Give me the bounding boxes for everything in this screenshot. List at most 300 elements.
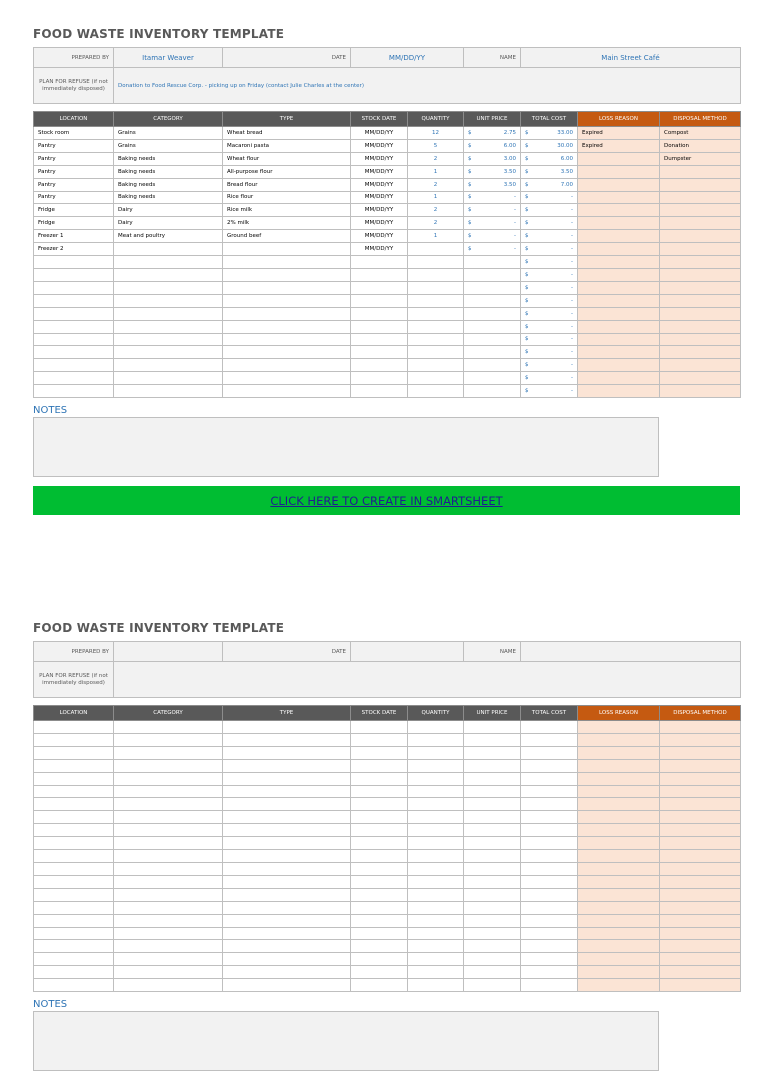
quantity-cell[interactable]: 1: [408, 165, 464, 178]
stock-date-cell[interactable]: [351, 307, 408, 320]
total-cost-cell[interactable]: [521, 294, 578, 307]
loss-reason-cell[interactable]: [578, 385, 660, 398]
stock-date-cell[interactable]: [351, 281, 408, 294]
disposal-method-cell[interactable]: [660, 359, 741, 372]
loss-reason-cell[interactable]: [578, 165, 660, 178]
total-cost-cell[interactable]: [521, 191, 578, 204]
quantity-cell[interactable]: [408, 850, 464, 863]
type-cell[interactable]: Bread flour: [223, 178, 351, 191]
quantity-cell[interactable]: [408, 772, 464, 785]
category-cell[interactable]: [114, 966, 223, 979]
category-cell[interactable]: [114, 888, 223, 901]
stock-date-cell[interactable]: [351, 359, 408, 372]
quantity-cell[interactable]: [408, 785, 464, 798]
category-cell[interactable]: Baking needs: [114, 152, 223, 165]
quantity-cell[interactable]: [408, 346, 464, 359]
loss-reason-cell[interactable]: [578, 901, 660, 914]
loss-reason-cell[interactable]: [578, 837, 660, 850]
quantity-cell[interactable]: [408, 281, 464, 294]
stock-date-cell[interactable]: [351, 268, 408, 281]
create-in-smartsheet-banner[interactable]: [33, 486, 740, 515]
loss-reason-cell[interactable]: [578, 759, 660, 772]
loss-reason-cell[interactable]: [578, 927, 660, 940]
category-cell[interactable]: [114, 927, 223, 940]
location-cell[interactable]: [34, 940, 114, 953]
unit-price-cell[interactable]: [464, 359, 521, 372]
loss-reason-cell[interactable]: [578, 862, 660, 875]
category-cell[interactable]: [114, 721, 223, 734]
total-cost-cell[interactable]: [521, 127, 578, 140]
disposal-method-cell[interactable]: [660, 862, 741, 875]
type-cell[interactable]: Wheat bread: [223, 127, 351, 140]
type-cell[interactable]: [223, 346, 351, 359]
category-cell[interactable]: [114, 862, 223, 875]
unit-price-cell[interactable]: [464, 191, 521, 204]
stock-date-cell[interactable]: MM/DD/YY: [351, 178, 408, 191]
unit-price-cell[interactable]: [464, 320, 521, 333]
quantity-cell[interactable]: [408, 268, 464, 281]
location-cell[interactable]: [34, 772, 114, 785]
disposal-method-cell[interactable]: [660, 953, 741, 966]
quantity-cell[interactable]: [408, 979, 464, 992]
category-cell[interactable]: [114, 837, 223, 850]
category-cell[interactable]: [114, 333, 223, 346]
total-cost-cell[interactable]: [521, 811, 578, 824]
category-cell[interactable]: Meat and poultry: [114, 230, 223, 243]
unit-price-cell[interactable]: [464, 243, 521, 256]
stock-date-cell[interactable]: [351, 785, 408, 798]
stock-date-cell[interactable]: [351, 914, 408, 927]
total-cost-cell[interactable]: [521, 139, 578, 152]
type-cell[interactable]: [223, 966, 351, 979]
loss-reason-cell[interactable]: [578, 268, 660, 281]
location-cell[interactable]: Freezer 2: [34, 243, 114, 256]
location-cell[interactable]: [34, 256, 114, 269]
location-cell[interactable]: Stock room: [34, 127, 114, 140]
stock-date-cell[interactable]: [351, 940, 408, 953]
location-cell[interactable]: Pantry: [34, 139, 114, 152]
type-cell[interactable]: Rice flour: [223, 191, 351, 204]
loss-reason-cell[interactable]: [578, 733, 660, 746]
total-cost-cell[interactable]: [521, 385, 578, 398]
stock-date-cell[interactable]: MM/DD/YY: [351, 127, 408, 140]
stock-date-cell[interactable]: [351, 824, 408, 837]
total-cost-cell[interactable]: [521, 307, 578, 320]
unit-price-cell[interactable]: [464, 875, 521, 888]
quantity-cell[interactable]: [408, 256, 464, 269]
quantity-cell[interactable]: [408, 875, 464, 888]
unit-price-cell[interactable]: [464, 914, 521, 927]
stock-date-cell[interactable]: [351, 953, 408, 966]
type-cell[interactable]: Macaroni pasta: [223, 139, 351, 152]
type-cell[interactable]: [223, 875, 351, 888]
unit-price-cell[interactable]: [464, 372, 521, 385]
total-cost-cell[interactable]: [521, 733, 578, 746]
type-cell[interactable]: Ground beef: [223, 230, 351, 243]
stock-date-cell[interactable]: MM/DD/YY: [351, 204, 408, 217]
type-cell[interactable]: [223, 746, 351, 759]
total-cost-cell[interactable]: [521, 901, 578, 914]
disposal-method-cell[interactable]: [660, 966, 741, 979]
total-cost-cell[interactable]: [521, 927, 578, 940]
location-cell[interactable]: [34, 346, 114, 359]
loss-reason-cell[interactable]: [578, 307, 660, 320]
quantity-cell[interactable]: [408, 901, 464, 914]
location-cell[interactable]: [34, 953, 114, 966]
disposal-method-cell[interactable]: [660, 294, 741, 307]
quantity-cell[interactable]: [408, 307, 464, 320]
unit-price-cell[interactable]: [464, 746, 521, 759]
type-cell[interactable]: [223, 862, 351, 875]
unit-price-cell[interactable]: [464, 294, 521, 307]
disposal-method-cell[interactable]: [660, 850, 741, 863]
location-cell[interactable]: [34, 927, 114, 940]
disposal-method-cell[interactable]: [660, 165, 741, 178]
loss-reason-cell[interactable]: [578, 888, 660, 901]
disposal-method-cell[interactable]: [660, 178, 741, 191]
type-cell[interactable]: 2% milk: [223, 217, 351, 230]
unit-price-cell[interactable]: [464, 256, 521, 269]
disposal-method-cell[interactable]: [660, 320, 741, 333]
stock-date-cell[interactable]: [351, 888, 408, 901]
disposal-method-cell[interactable]: [660, 798, 741, 811]
unit-price-cell[interactable]: [464, 785, 521, 798]
location-cell[interactable]: [34, 875, 114, 888]
category-cell[interactable]: [114, 346, 223, 359]
total-cost-cell[interactable]: [521, 165, 578, 178]
category-cell[interactable]: [114, 785, 223, 798]
type-cell[interactable]: [223, 359, 351, 372]
unit-price-cell[interactable]: [464, 178, 521, 191]
quantity-cell[interactable]: [408, 966, 464, 979]
location-cell[interactable]: Pantry: [34, 165, 114, 178]
plan-for-refuse-field[interactable]: [114, 662, 741, 698]
location-cell[interactable]: [34, 862, 114, 875]
category-cell[interactable]: Baking needs: [114, 165, 223, 178]
quantity-cell[interactable]: [408, 927, 464, 940]
stock-date-cell[interactable]: [351, 966, 408, 979]
total-cost-cell[interactable]: [521, 320, 578, 333]
loss-reason-cell[interactable]: [578, 824, 660, 837]
category-cell[interactable]: [114, 372, 223, 385]
total-cost-cell[interactable]: [521, 217, 578, 230]
location-cell[interactable]: [34, 979, 114, 992]
quantity-cell[interactable]: [408, 333, 464, 346]
unit-price-cell[interactable]: [464, 888, 521, 901]
location-cell[interactable]: Pantry: [34, 178, 114, 191]
location-cell[interactable]: [34, 359, 114, 372]
quantity-cell[interactable]: 2: [408, 152, 464, 165]
unit-price-cell[interactable]: [464, 927, 521, 940]
disposal-method-cell[interactable]: Compost: [660, 127, 741, 140]
category-cell[interactable]: [114, 746, 223, 759]
location-cell[interactable]: Pantry: [34, 191, 114, 204]
category-cell[interactable]: [114, 772, 223, 785]
total-cost-cell[interactable]: [521, 979, 578, 992]
total-cost-cell[interactable]: [521, 759, 578, 772]
name-field[interactable]: [521, 642, 741, 662]
location-cell[interactable]: Pantry: [34, 152, 114, 165]
disposal-method-cell[interactable]: [660, 256, 741, 269]
stock-date-cell[interactable]: [351, 256, 408, 269]
loss-reason-cell[interactable]: [578, 230, 660, 243]
location-cell[interactable]: Fridge: [34, 217, 114, 230]
unit-price-cell[interactable]: [464, 230, 521, 243]
total-cost-cell[interactable]: [521, 966, 578, 979]
disposal-method-cell[interactable]: [660, 785, 741, 798]
location-cell[interactable]: [34, 824, 114, 837]
category-cell[interactable]: [114, 307, 223, 320]
category-cell[interactable]: Baking needs: [114, 191, 223, 204]
location-cell[interactable]: [34, 746, 114, 759]
quantity-cell[interactable]: [408, 320, 464, 333]
type-cell[interactable]: [223, 243, 351, 256]
type-cell[interactable]: [223, 268, 351, 281]
category-cell[interactable]: [114, 733, 223, 746]
unit-price-cell[interactable]: [464, 721, 521, 734]
create-in-smartsheet-link[interactable]: CLICK HERE TO CREATE IN SMARTSHEET: [270, 493, 503, 508]
category-cell[interactable]: [114, 243, 223, 256]
unit-price-cell[interactable]: [464, 850, 521, 863]
type-cell[interactable]: [223, 901, 351, 914]
loss-reason-cell[interactable]: [578, 320, 660, 333]
disposal-method-cell[interactable]: [660, 230, 741, 243]
location-cell[interactable]: [34, 733, 114, 746]
disposal-method-cell[interactable]: [660, 268, 741, 281]
stock-date-cell[interactable]: MM/DD/YY: [351, 165, 408, 178]
type-cell[interactable]: [223, 914, 351, 927]
unit-price-cell[interactable]: [464, 759, 521, 772]
location-cell[interactable]: Freezer 1: [34, 230, 114, 243]
disposal-method-cell[interactable]: [660, 901, 741, 914]
type-cell[interactable]: [223, 772, 351, 785]
stock-date-cell[interactable]: MM/DD/YY: [351, 139, 408, 152]
total-cost-cell[interactable]: [521, 940, 578, 953]
quantity-cell[interactable]: [408, 862, 464, 875]
quantity-cell[interactable]: [408, 798, 464, 811]
type-cell[interactable]: [223, 759, 351, 772]
disposal-method-cell[interactable]: [660, 281, 741, 294]
quantity-cell[interactable]: [408, 824, 464, 837]
disposal-method-cell[interactable]: [660, 204, 741, 217]
category-cell[interactable]: [114, 385, 223, 398]
type-cell[interactable]: [223, 281, 351, 294]
loss-reason-cell[interactable]: [578, 333, 660, 346]
type-cell[interactable]: [223, 307, 351, 320]
category-cell[interactable]: [114, 901, 223, 914]
stock-date-cell[interactable]: [351, 772, 408, 785]
stock-date-cell[interactable]: [351, 746, 408, 759]
total-cost-cell[interactable]: [521, 256, 578, 269]
total-cost-cell[interactable]: [521, 850, 578, 863]
type-cell[interactable]: [223, 888, 351, 901]
total-cost-cell[interactable]: [521, 746, 578, 759]
loss-reason-cell[interactable]: [578, 204, 660, 217]
quantity-cell[interactable]: [408, 294, 464, 307]
stock-date-cell[interactable]: [351, 346, 408, 359]
disposal-method-cell[interactable]: [660, 721, 741, 734]
location-cell[interactable]: [34, 372, 114, 385]
quantity-cell[interactable]: 2: [408, 178, 464, 191]
quantity-cell[interactable]: [408, 385, 464, 398]
total-cost-cell[interactable]: [521, 914, 578, 927]
location-cell[interactable]: [34, 837, 114, 850]
unit-price-cell[interactable]: [464, 862, 521, 875]
loss-reason-cell[interactable]: [578, 243, 660, 256]
stock-date-cell[interactable]: [351, 837, 408, 850]
type-cell[interactable]: [223, 294, 351, 307]
quantity-cell[interactable]: [408, 953, 464, 966]
stock-date-cell[interactable]: MM/DD/YY: [351, 243, 408, 256]
stock-date-cell[interactable]: MM/DD/YY: [351, 230, 408, 243]
stock-date-cell[interactable]: [351, 385, 408, 398]
location-cell[interactable]: [34, 268, 114, 281]
date-field[interactable]: MM/DD/YY: [351, 48, 464, 68]
loss-reason-cell[interactable]: [578, 152, 660, 165]
stock-date-cell[interactable]: [351, 850, 408, 863]
loss-reason-cell[interactable]: [578, 953, 660, 966]
disposal-method-cell[interactable]: [660, 940, 741, 953]
location-cell[interactable]: [34, 850, 114, 863]
type-cell[interactable]: [223, 837, 351, 850]
unit-price-cell[interactable]: [464, 204, 521, 217]
type-cell[interactable]: [223, 785, 351, 798]
unit-price-cell[interactable]: [464, 837, 521, 850]
loss-reason-cell[interactable]: [578, 721, 660, 734]
disposal-method-cell[interactable]: [660, 243, 741, 256]
unit-price-cell[interactable]: [464, 940, 521, 953]
disposal-method-cell[interactable]: [660, 772, 741, 785]
type-cell[interactable]: [223, 385, 351, 398]
total-cost-cell[interactable]: [521, 333, 578, 346]
loss-reason-cell[interactable]: [578, 785, 660, 798]
total-cost-cell[interactable]: [521, 862, 578, 875]
loss-reason-cell[interactable]: [578, 178, 660, 191]
total-cost-cell[interactable]: [521, 268, 578, 281]
loss-reason-cell[interactable]: [578, 914, 660, 927]
quantity-cell[interactable]: [408, 759, 464, 772]
unit-price-cell[interactable]: [464, 152, 521, 165]
prepared-by-field[interactable]: [114, 642, 223, 662]
loss-reason-cell[interactable]: [578, 294, 660, 307]
unit-price-cell[interactable]: [464, 733, 521, 746]
quantity-cell[interactable]: [408, 940, 464, 953]
stock-date-cell[interactable]: [351, 372, 408, 385]
unit-price-cell[interactable]: [464, 811, 521, 824]
stock-date-cell[interactable]: MM/DD/YY: [351, 217, 408, 230]
category-cell[interactable]: Grains: [114, 139, 223, 152]
total-cost-cell[interactable]: [521, 152, 578, 165]
disposal-method-cell[interactable]: Dumpster: [660, 152, 741, 165]
notes-field[interactable]: [33, 417, 659, 477]
type-cell[interactable]: Wheat flour: [223, 152, 351, 165]
type-cell[interactable]: [223, 953, 351, 966]
location-cell[interactable]: Fridge: [34, 204, 114, 217]
location-cell[interactable]: [34, 798, 114, 811]
disposal-method-cell[interactable]: [660, 333, 741, 346]
category-cell[interactable]: [114, 281, 223, 294]
location-cell[interactable]: [34, 966, 114, 979]
unit-price-cell[interactable]: [464, 217, 521, 230]
total-cost-cell[interactable]: [521, 372, 578, 385]
unit-price-cell[interactable]: [464, 307, 521, 320]
loss-reason-cell[interactable]: Expired: [578, 139, 660, 152]
loss-reason-cell[interactable]: [578, 191, 660, 204]
unit-price-cell[interactable]: [464, 901, 521, 914]
quantity-cell[interactable]: 2: [408, 217, 464, 230]
type-cell[interactable]: [223, 798, 351, 811]
total-cost-cell[interactable]: [521, 230, 578, 243]
stock-date-cell[interactable]: [351, 875, 408, 888]
date-field[interactable]: [351, 642, 464, 662]
location-cell[interactable]: [34, 888, 114, 901]
unit-price-cell[interactable]: [464, 268, 521, 281]
quantity-cell[interactable]: [408, 733, 464, 746]
quantity-cell[interactable]: [408, 746, 464, 759]
type-cell[interactable]: [223, 256, 351, 269]
category-cell[interactable]: [114, 320, 223, 333]
total-cost-cell[interactable]: [521, 837, 578, 850]
disposal-method-cell[interactable]: [660, 811, 741, 824]
loss-reason-cell[interactable]: [578, 850, 660, 863]
type-cell[interactable]: [223, 733, 351, 746]
stock-date-cell[interactable]: [351, 721, 408, 734]
stock-date-cell[interactable]: [351, 811, 408, 824]
disposal-method-cell[interactable]: [660, 837, 741, 850]
total-cost-cell[interactable]: [521, 824, 578, 837]
location-cell[interactable]: [34, 385, 114, 398]
stock-date-cell[interactable]: MM/DD/YY: [351, 152, 408, 165]
location-cell[interactable]: [34, 333, 114, 346]
category-cell[interactable]: [114, 824, 223, 837]
total-cost-cell[interactable]: [521, 888, 578, 901]
total-cost-cell[interactable]: [521, 772, 578, 785]
category-cell[interactable]: [114, 359, 223, 372]
disposal-method-cell[interactable]: [660, 927, 741, 940]
unit-price-cell[interactable]: [464, 824, 521, 837]
category-cell[interactable]: [114, 759, 223, 772]
loss-reason-cell[interactable]: [578, 281, 660, 294]
category-cell[interactable]: Dairy: [114, 204, 223, 217]
total-cost-cell[interactable]: [521, 178, 578, 191]
total-cost-cell[interactable]: [521, 785, 578, 798]
loss-reason-cell[interactable]: [578, 746, 660, 759]
category-cell[interactable]: [114, 850, 223, 863]
type-cell[interactable]: Rice milk: [223, 204, 351, 217]
unit-price-cell[interactable]: [464, 953, 521, 966]
type-cell[interactable]: [223, 850, 351, 863]
stock-date-cell[interactable]: [351, 759, 408, 772]
stock-date-cell[interactable]: [351, 979, 408, 992]
unit-price-cell[interactable]: [464, 772, 521, 785]
type-cell[interactable]: [223, 721, 351, 734]
stock-date-cell[interactable]: [351, 862, 408, 875]
category-cell[interactable]: [114, 798, 223, 811]
loss-reason-cell[interactable]: Expired: [578, 127, 660, 140]
stock-date-cell[interactable]: [351, 927, 408, 940]
total-cost-cell[interactable]: [521, 243, 578, 256]
disposal-method-cell[interactable]: [660, 372, 741, 385]
loss-reason-cell[interactable]: [578, 372, 660, 385]
loss-reason-cell[interactable]: [578, 979, 660, 992]
name-field[interactable]: Main Street Café: [521, 48, 741, 68]
disposal-method-cell[interactable]: [660, 746, 741, 759]
type-cell[interactable]: [223, 927, 351, 940]
loss-reason-cell[interactable]: [578, 256, 660, 269]
stock-date-cell[interactable]: [351, 320, 408, 333]
quantity-cell[interactable]: [408, 914, 464, 927]
loss-reason-cell[interactable]: [578, 359, 660, 372]
